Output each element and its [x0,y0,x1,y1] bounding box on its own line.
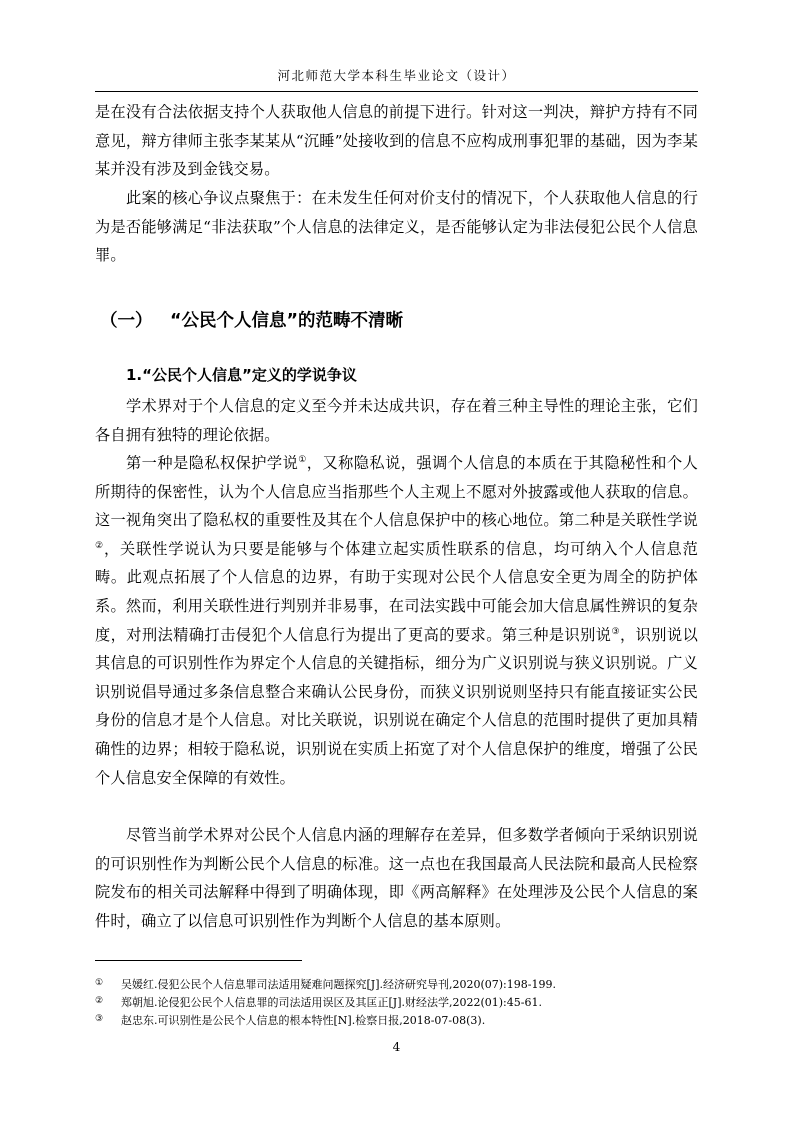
section-title: “公民个人信息”的范畴不清晰 [170,311,404,331]
footnote-ref-3: ③ [611,626,620,637]
paragraph-consensus: 尽管当前学术界对公民个人信息内涵的理解存在差异，但多数学者倾向于采纳识别说的可识别性作为判断公民个人信息的标准。这一点也在我国最高人民法院和最高人民检察院发布的相关司法解释中得到了明确体现，即《两高解释》在处理涉及公民个人信息的案件时，确立了以信息可识别性作为判断个人信息的基本原则。 [95,826,698,930]
subsection-heading: 1.“公民个人信息”定义的学说争议 [126,366,357,384]
footnote-text-1: 吴媛红.侵犯公民个人信息罪司法适用疑难问题探究[J].经济研究导刊,2020(07):198-199. [121,978,556,991]
footnote-2 [95,993,698,1011]
paragraph-academia: 学术界对于个人信息的定义至今并未达成共识，存在着三种主导性的理论主张，它们各自拥有独特的理论依据。 [95,397,698,444]
section-number: （一） [100,311,153,331]
footnote-3 [95,1011,698,1029]
section-heading [100,307,403,332]
footnote-ref-2: ② [95,540,104,551]
theory-text-2: ，又称隐私说，强调个人信息的本质在于其隐秘性和个人所期待的保密性，认为个人信息应当指那些个人主观上不愿对外披露或他人获取的信息。这一视角突出了隐私权的重要性及其在个人信息保护中的核心地位。第二种是关联性学说 [95,454,698,530]
paragraph-three-theories [95,449,698,792]
footnote-text-2: 郑朝旭.论侵犯公民个人信息罪的司法适用误区及其匡正[J].财经法学,2022(01):45-61. [121,996,542,1009]
footnote-ref-1: ① [298,455,307,465]
theory-text-4: ，识别说以其信息的可识别性作为界定个人信息的关键指标，细分为广义识别说与狭义识别说。广义识别说倡导通过多条信息整合来确认公民身份，而狭义识别说则坚持只有能直接证实公民身份的信息才是个人信息。对比关联说，识别说在确定个人信息的范围时提供了更加具精确性的边界；相较于隐私说，识别说在实质上拓宽了对个人信息保护的维度，增强了公民个人信息安全保障的有效性。 [95,625,698,787]
footnote-mark-1: ① [95,978,104,988]
page-number: 4 [392,1040,401,1054]
paragraph-core-issue: 此案的核心争议点聚焦于：在未发生任何对价支付的情况下，个人获取他人信息的行为是否能够满足“非法获取”个人信息的法律定义，是否能够认定为非法侵犯公民个人信息罪。 [95,189,698,265]
footnote-rule [95,960,302,961]
running-header: 河北师范大学本科生毕业论文（设计） [277,68,516,83]
footnote-mark-3: ③ [95,1014,104,1024]
theory-text-1: 第一种是隐私权保护学说 [126,454,299,472]
footnote-1 [95,975,698,993]
theory-text-3: ，关联性学说认为只要是能够与个体建立起实质性联系的信息，均可纳入个人信息范畴。此观点拓展了个人信息的边界，有助于实现对公民个人信息安全更为周全的防护体系。然而，利用关联性进行判别并非易事，在司法实践中可能会加大信息属性辨识的复杂度，对刑法精确打击侵犯个人信息行为提出了更高的要求。第三种是识别说 [95,539,698,644]
footnote-text-3: 赵忠东.可识别性是公民个人信息的根本特性[N].检察日报,2018-07-08(3). [121,1014,486,1027]
header-rule [95,91,698,92]
paragraph-case-continuation: 是在没有合法依据支持个人获取他人信息的前提下进行。针对这一判决，辩护方持有不同意见，辩方律师主张李某某从“沉睡”处接收到的信息不应构成刑事犯罪的基础，因为李某某并没有涉及到金钱交易。 [95,103,698,179]
footnote-mark-2: ② [95,996,104,1006]
